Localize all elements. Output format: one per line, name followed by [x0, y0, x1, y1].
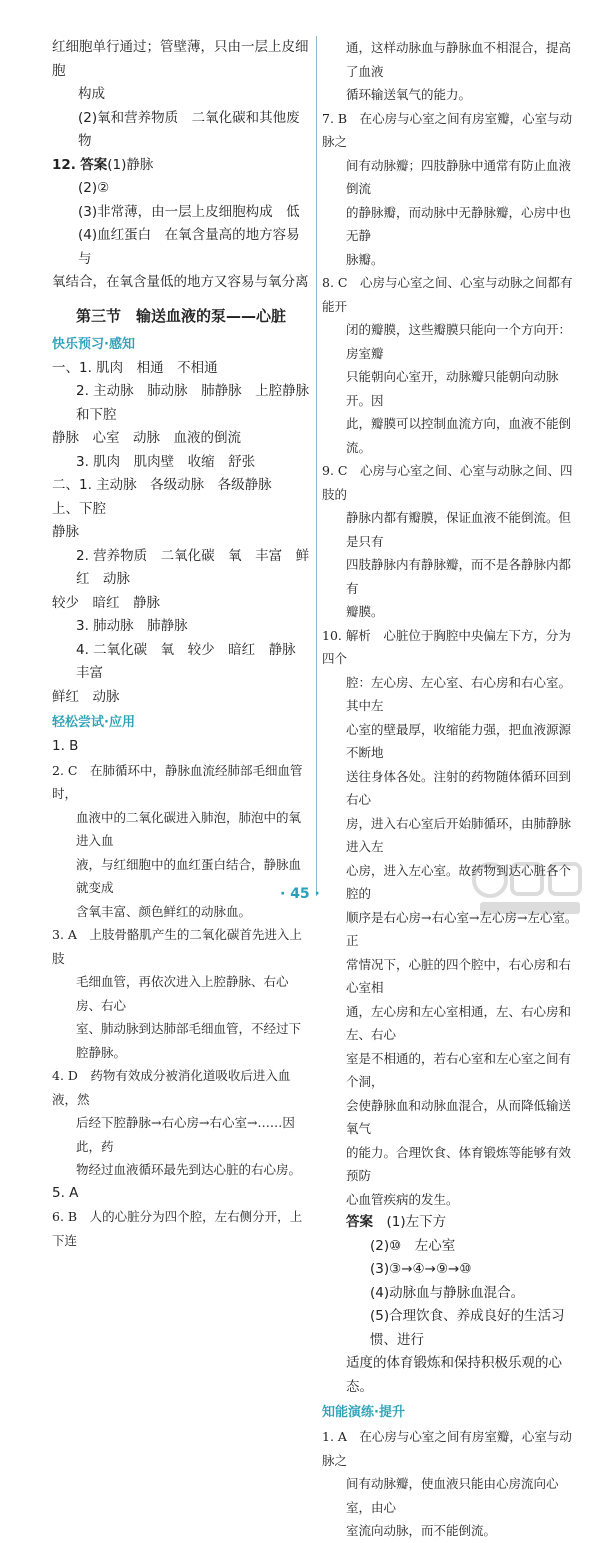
- text-line: 静脉: [52, 524, 79, 540]
- text-line: 氧结合，在氧含量低的地方又容易与氧分离: [52, 274, 309, 290]
- answer-line: [322, 1211, 582, 1235]
- text-line: 心血管疾病的发生。: [346, 1191, 459, 1207]
- text-line: (3)③→④→⑨→⑩: [370, 1261, 472, 1277]
- text-line: 送往身体各处。注射的药物随体循环回到右心: [346, 768, 572, 807]
- text-line: 1. B: [52, 738, 79, 754]
- section-title: 第三节 输送血液的泵——心脏: [75, 306, 286, 325]
- text-line: 4. 二氧化碳 氧 较少 暗红 静脉 丰富: [76, 641, 310, 681]
- text-line: 7. B 在心房与心室之间有房室瓣，心室与动脉之: [322, 110, 573, 149]
- text-line: 后经下腔静脉→右心房→右心室→……因此，药: [76, 1115, 295, 1154]
- text-line: 腔：左心房、左心室、右心房和右心室。其中左: [346, 674, 572, 713]
- text-line: 8. C 心房与心室之间、心室与动脉之间都有能开: [322, 275, 573, 314]
- text-line: 6. B 人的心脏分为四个腔，左右侧分开，上下连: [52, 1209, 303, 1248]
- text-line: 2. C 在肺循环中，静脉血流经肺部毛细血管时，: [52, 762, 303, 801]
- text-line: 鲜红 动脉: [52, 688, 120, 705]
- text-line: 通，这样动脉血与静脉血不相混合，提高了血液: [346, 40, 572, 79]
- text-line: 只能朝向心室开，动脉瓣只能朝向动脉开。因: [346, 369, 559, 408]
- text-line: 5. A: [52, 1184, 79, 1201]
- text-line: 2. 主动脉 肺动脉 肺静脉 上腔静脉和下腔: [76, 383, 310, 423]
- text-line: 较少 暗红 静脉: [52, 594, 160, 611]
- text-line: 毛细血管，再依次进入上腔静脉、右心房、右心: [76, 974, 289, 1013]
- watermark-logo: [470, 850, 590, 920]
- text-line: 3. 肺动脉 肺静脉: [76, 618, 188, 634]
- text-line: 3. A 上肢骨骼肌产生的二氧化碳首先进入上肢: [52, 927, 302, 966]
- text-line: 4. D 药物有效成分被消化道吸收后进入血液，然: [52, 1068, 291, 1107]
- right-column: [322, 36, 582, 1543]
- text-line: 心室的壁最厚，收缩能力强，把血液源源不断地: [346, 721, 572, 760]
- text-line: 二、1. 主动脉 各级动脉 各级静脉 上、下腔: [52, 477, 286, 517]
- text-line: 脉瓣。: [346, 251, 384, 267]
- text-line: 会使静脉血和动脉血混合，从而降低输送氧气: [346, 1097, 572, 1136]
- question-number: 12.: [52, 156, 76, 173]
- text-line: 的静脉瓣，而动脉中无静脉瓣，心房中也无静: [346, 204, 572, 243]
- text-line: 循环输送氧气的能力。: [346, 87, 472, 102]
- text-line: (4)动脉血与静脉血混合。: [370, 1284, 525, 1301]
- text-line: 血液中的二氧化碳进入肺泡，肺泡中的氧进入血: [76, 809, 302, 848]
- text-line: 的能力。合理饮食、体育锻炼等能够有效预防: [346, 1144, 572, 1183]
- text-line: 物经过血液循环最先到达心脏的右心房。: [76, 1162, 302, 1177]
- answer-text: (1)左下方: [386, 1214, 447, 1230]
- answer-text: (1)静脉: [107, 156, 154, 173]
- text-line: 适度的体育锻炼和保持积极乐观的心态。: [346, 1355, 562, 1395]
- text-line: 间有动脉瓣，使血液只能由心房流向心室，由心: [346, 1476, 559, 1515]
- text-line: 四肢静脉内有静脉瓣，而不是各静脉内都有: [346, 557, 572, 596]
- text-line: 静脉内都有瓣膜，保证血液不能倒流。但是只有: [346, 510, 572, 549]
- text-line: 静脉 心室 动脉 血液的倒流: [52, 430, 241, 446]
- text-line: (2)⑩ 左心室: [370, 1237, 456, 1254]
- text-line: (3)非常薄，由一层上皮细胞构成 低: [78, 203, 300, 220]
- text-line: 顺序是右心房→右心室→左心房→左心室。正: [346, 909, 578, 948]
- text-line: 室、肺动脉到达肺部毛细血管，不经过下腔静脉。: [76, 1021, 302, 1060]
- text-line: 一、1. 肌肉 相通 不相通: [52, 359, 218, 376]
- text-line: 9. C 心房与心室之间、心室与动脉之间、四肢的: [322, 463, 573, 502]
- answer-label: 答案: [80, 156, 108, 173]
- text-line: 此，瓣膜可以控制血流方向，血液不能倒流。: [346, 416, 572, 455]
- text-line: 红细胞单行通过；管壁薄，只由一层上皮细胞: [52, 39, 309, 79]
- text-line: 心房，进入左心室。故药物到达心脏各个腔的: [346, 862, 572, 901]
- text-line: (4)血红蛋白 在氧含量高的地方容易与: [78, 227, 300, 267]
- text-line: 液，与红细胞中的血红蛋白结合，静脉血就变成: [76, 856, 302, 895]
- column-divider: [316, 36, 317, 896]
- category-heading: 轻松尝试·应用: [52, 715, 135, 730]
- category-heading: 知能演练·提升: [322, 1405, 405, 1420]
- text-line: (2)氧和营养物质 二氧化碳和其他废物: [78, 109, 300, 149]
- page-number: · 45 ·: [280, 886, 320, 902]
- left-column: [52, 36, 310, 1252]
- answer-label: 答案: [346, 1214, 373, 1230]
- text-line: 间有动脉瓣；四肢静脉中通常有防止血液倒流: [346, 157, 572, 196]
- category-heading: 快乐预习·感知: [52, 336, 135, 352]
- question-12: [52, 154, 310, 178]
- text-line: 常情况下，心脏的四个腔中，右心房和右心室相: [346, 956, 572, 995]
- text-line: 含氧丰富、颜色鲜红的动脉血。: [76, 903, 252, 919]
- text-line: 室流向动脉，而不能倒流。: [346, 1523, 497, 1538]
- text-line: 瓣膜。: [346, 604, 384, 619]
- text-line: 10. 解析 心脏位于胸腔中央偏左下方，分为四个: [322, 627, 571, 666]
- text-line: (5)合理饮食、养成良好的生活习惯、进行: [370, 1308, 565, 1348]
- text-line: 2. 营养物质 二氧化碳 氧 丰富 鲜红 动脉: [76, 547, 310, 587]
- text-line: 闭的瓣膜，这些瓣膜只能向一个方向开：房室瓣: [346, 322, 572, 361]
- text-line: 构成: [78, 86, 105, 102]
- text-line: 房，进入右心室后开始肺循环，由肺静脉进入左: [346, 815, 572, 854]
- text-line: 通，左心房和左心室相通，左、右心房和左、右心: [346, 1003, 572, 1042]
- text-line: (2)②: [78, 180, 110, 196]
- text-line: 3. 肌肉 肌肉壁 收缩 舒张: [76, 453, 256, 470]
- text-line: 室是不相通的，若右心室和左心室之间有个洞，: [346, 1050, 572, 1089]
- text-line: 1. A 在心房与心室之间有房室瓣，心室与动脉之: [322, 1429, 572, 1468]
